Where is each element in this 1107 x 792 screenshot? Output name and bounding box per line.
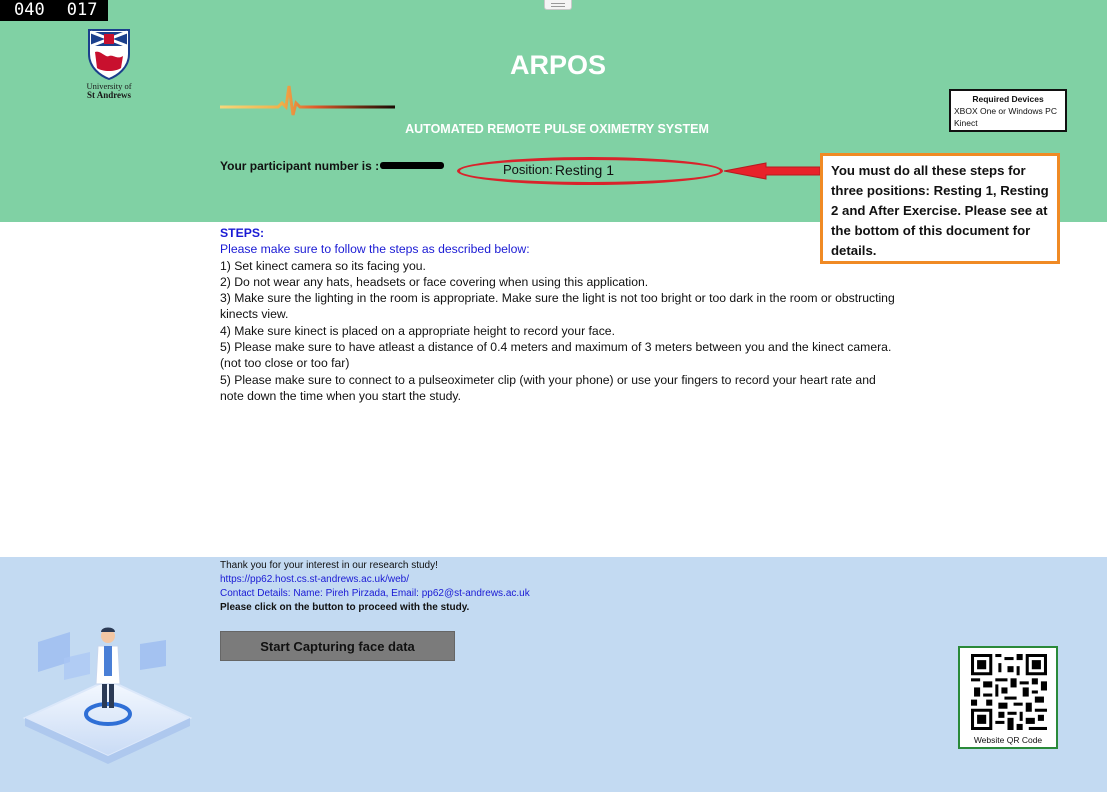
website-link[interactable]: https://pp62.host.cs.st-andrews.ac.uk/web/ [220, 574, 409, 585]
thanks-text: Thank you for your interest in our research study! [220, 560, 438, 571]
required-devices-title: Required Devices [972, 94, 1044, 104]
qr-code-label: Website QR Code [973, 735, 1043, 745]
drag-grip-handle[interactable] [544, 0, 572, 10]
required-device-1: XBOX One or Windows PC [954, 106, 1057, 116]
logo-text-line1: University of [86, 81, 132, 91]
participant-number [220, 159, 379, 173]
redacted-participant-id [380, 162, 444, 169]
proceed-instruction: Please click on the button to proceed with the study. [220, 602, 470, 613]
participant-label: Your participant number is : [220, 159, 380, 173]
app-title: ARPOS [509, 50, 607, 80]
step-item: 1) Set kinect camera so its facing you. [220, 258, 426, 273]
position-indicator [503, 162, 614, 178]
contact-details: Contact Details: Name: Pireh Pirzada, Email: pp62@st-andrews.ac.uk [220, 588, 530, 599]
university-crest-icon [87, 28, 131, 80]
steps-section [220, 225, 900, 404]
position-label: Position: [503, 162, 553, 177]
step-item: 2) Do not wear any hats, headsets or face covering when using this application. [220, 274, 649, 289]
step-item: 3) Make sure the lighting in the room is appropriate. Make sure the light is not too bright or too dark in the room or obstructing kinects view. [220, 291, 895, 322]
position-value: Resting 1 [554, 162, 615, 178]
required-device-2: Kinect [954, 118, 978, 128]
required-devices-box [949, 89, 1067, 132]
step-item: 5) Please make sure to have atleast a distance of 0.4 meters and maximum of 3 meters between you and the kinect camera. (not too close or too far) [220, 340, 892, 371]
frame-counter [0, 0, 108, 21]
steps-heading: STEPS: [220, 226, 265, 240]
logo-text-line2: St Andrews [86, 90, 132, 100]
website-qr-code[interactable] [958, 646, 1058, 749]
arrow-left-icon [722, 160, 822, 182]
qr-code-icon [971, 654, 1047, 730]
step-item: 5) Please make sure to connect to a pulseoximeter clip (with your phone) or use your fingers to record your heart rate and note down the time when you start the study. [220, 372, 876, 403]
heartbeat-line-icon [220, 84, 395, 118]
university-logo [82, 28, 136, 100]
start-capturing-button[interactable]: Start Capturing face data [220, 631, 455, 661]
step-item: 4) Make sure kinect is placed on a appropriate height to record your face. [220, 323, 615, 338]
steps-intro: Please make sure to follow the steps as described below: [220, 242, 530, 257]
counter-right: 017 [66, 0, 98, 20]
app-subtitle: AUTOMATED REMOTE PULSE OXIMETRY SYSTEM [405, 122, 709, 136]
footer-info [220, 559, 530, 615]
doctor-illustration-icon [20, 622, 195, 772]
counter-left: 040 [14, 0, 45, 20]
positions-callout: You must do all these steps for three positions: Resting 1, Resting 2 and After Exercise. Please see at the bottom of this document for details. [820, 153, 1060, 264]
